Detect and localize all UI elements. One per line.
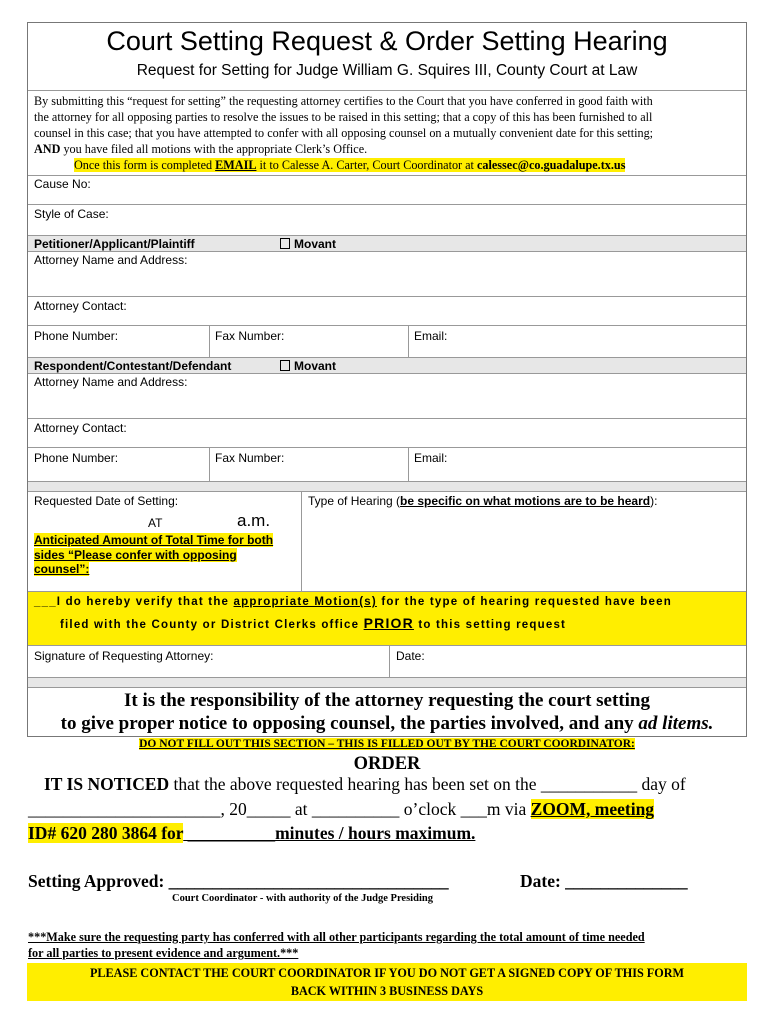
- requested-date-label: Requested Date of Setting:: [34, 494, 179, 508]
- order-line-2: ______________________, 20_____ at __________ o’clock ___m via ZOOM, meeting: [28, 799, 655, 819]
- petitioner-attorney-contact-label: Attorney Contact:: [34, 299, 127, 313]
- respondent-heading: Respondent/Contestant/Defendant: [34, 359, 232, 373]
- petitioner-heading: Petitioner/Applicant/Plaintiff: [34, 237, 195, 251]
- petitioner-email-label: Email:: [414, 329, 448, 343]
- signature-label: Signature of Requesting Attorney:: [34, 649, 214, 663]
- intro-line: counsel in this case; that you have attempted to confer with all opposing counsel on a mutually convenient date for this setting;: [34, 126, 654, 140]
- petitioner-phone-field[interactable]: [28, 326, 209, 357]
- order-heading: ORDER: [353, 754, 421, 774]
- respondent-movant-checkbox[interactable]: Movant: [280, 359, 336, 373]
- respondent-phone-label: Phone Number:: [34, 451, 119, 465]
- petitioner-movant-checkbox[interactable]: Movant: [280, 237, 336, 251]
- setting-approved-line[interactable]: Setting Approved: ________________________________: [28, 871, 449, 891]
- intro-and: AND: [34, 142, 61, 156]
- at-label: AT: [148, 516, 163, 530]
- checkbox-icon: [280, 360, 290, 371]
- style-of-case-field[interactable]: [28, 205, 746, 235]
- do-not-fill-notice: DO NOT FILL OUT THIS SECTION – THIS IS FILLED OUT BY THE COURT COORDINATOR:: [139, 738, 635, 750]
- respondent-attorney-name-field[interactable]: [28, 374, 746, 418]
- make-sure-note: ***Make sure the requesting party has conferred with all other participants regarding the total amount of time needed for all parties to present evidence and argument.***: [28, 930, 645, 960]
- order-line-3: ID# 620 280 3864 for __________minutes / hours maximum.: [28, 823, 476, 843]
- petitioner-fax-field[interactable]: [210, 326, 408, 357]
- anticipated-time-label: Anticipated Amount of Total Time for both sides “Please confer with opposing counsel”:: [34, 533, 274, 576]
- page-title: Court Setting Request & Order Setting Hearing: [106, 26, 668, 56]
- divider: [28, 90, 746, 91]
- signature-date-field[interactable]: [390, 646, 746, 677]
- type-of-hearing-field[interactable]: [302, 492, 746, 591]
- coordinator-note: Court Coordinator - with authority of the Judge Presiding: [172, 893, 433, 904]
- petitioner-attorney-name-label: Attorney Name and Address:: [34, 253, 188, 267]
- respondent-email-field[interactable]: [409, 448, 746, 481]
- cause-no-field[interactable]: [28, 176, 746, 204]
- responsibility-line-2: to give proper notice to opposing counsel, the parties involved, and any ad litems.: [60, 713, 714, 734]
- respondent-attorney-name-label: Attorney Name and Address:: [34, 375, 188, 389]
- petitioner-fax-label: Fax Number:: [215, 329, 285, 343]
- respondent-phone-field[interactable]: [28, 448, 209, 481]
- checkbox-icon: [280, 238, 290, 249]
- intro-line: [34, 141, 746, 157]
- respondent-attorney-contact-field[interactable]: [28, 419, 746, 447]
- contact-coordinator-banner: PLEASE CONTACT THE COURT COORDINATOR IF YOU DO NOT GET A SIGNED COPY OF THIS FORM BACK WITHIN 3 BUSINESS DAYS: [27, 963, 747, 1001]
- responsibility-line-1: It is the responsibility of the attorney requesting the court setting: [124, 690, 650, 711]
- page-subtitle: Request for Setting for Judge William G. Squires III, County Court at Law: [136, 62, 638, 79]
- respondent-fax-field[interactable]: [210, 448, 408, 481]
- intro-line: the attorney for all opposing parties to resolve the issues to be raised in this setting; that a copy of this has been furnished to all: [34, 110, 653, 124]
- date-label: Date:: [396, 649, 425, 663]
- email-address-link[interactable]: calessec@co.guadalupe.tx.us: [477, 158, 626, 172]
- respondent-attorney-contact-label: Attorney Contact:: [34, 421, 127, 435]
- intro-line: By submitting this “request for setting” the requesting attorney certifies to the Court that you have conferred in good faith with: [34, 94, 653, 108]
- petitioner-phone-label: Phone Number:: [34, 329, 119, 343]
- petitioner-email-field[interactable]: [409, 326, 746, 357]
- petitioner-attorney-contact-field[interactable]: [28, 297, 746, 325]
- style-of-case-label: Style of Case:: [34, 207, 109, 221]
- intro-last-text: you have filed all motions with the appropriate Clerk’s Office.: [60, 142, 368, 156]
- separator-band: [28, 482, 746, 491]
- email-word: EMAIL: [215, 158, 257, 172]
- order-line-1: IT IS NOTICED that the above requested hearing has been set on the ___________ day of: [44, 774, 686, 794]
- type-of-hearing-label: Type of Hearing (be specific on what motions are to be heard):: [308, 494, 658, 508]
- email-instruction: [74, 157, 625, 173]
- verify-line-1: ___I do hereby verify that the appropriate Motion(s) for the type of hearing requested have been: [34, 596, 672, 608]
- petitioner-attorney-name-field[interactable]: [28, 252, 746, 296]
- cause-no-label: Cause No:: [34, 177, 91, 191]
- separator-band: [28, 678, 746, 687]
- respondent-fax-label: Fax Number:: [215, 451, 285, 465]
- am-label: a.m.: [237, 511, 271, 530]
- verify-line-2: filed with the County or District Clerks office PRIOR to this setting request: [60, 615, 567, 631]
- intro-paragraph: [34, 93, 746, 157]
- approval-date-line[interactable]: Date: ______________: [520, 871, 688, 891]
- respondent-email-label: Email:: [414, 451, 448, 465]
- signature-field[interactable]: [28, 646, 389, 677]
- email-instruction-text: Once this form is completed EMAIL it to Calesse A. Carter, Court Coordinator at calessec@co.guadalupe.tx.us: [74, 158, 626, 172]
